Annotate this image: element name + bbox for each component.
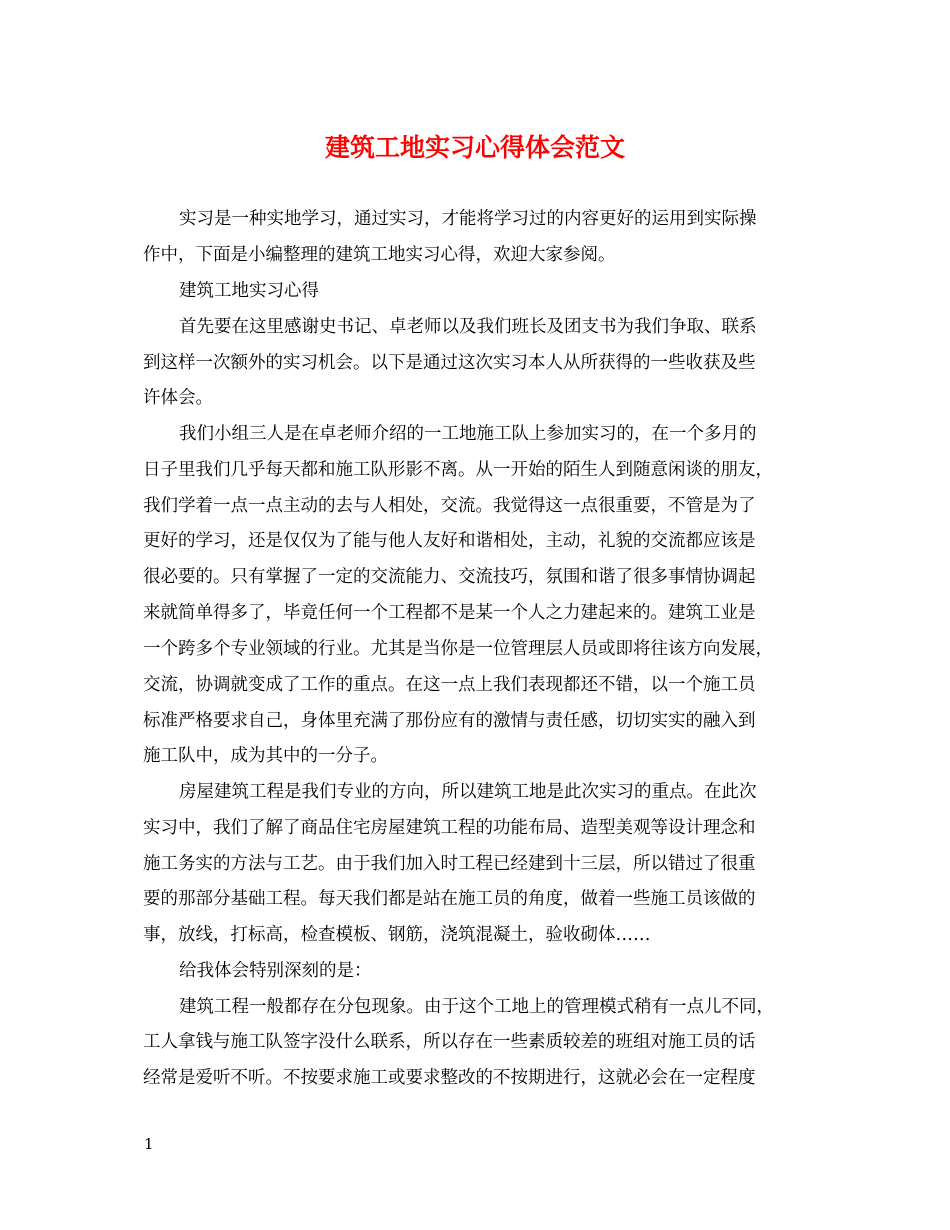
text-line: 日子里我们几乎每天都和施工队形影不离。从一开始的陌生人到随意闲谈的朋友， xyxy=(143,460,773,480)
page-number: 1 xyxy=(144,1135,154,1153)
text-line: 建筑工地实习心得 xyxy=(179,281,319,301)
text-line: 我们小组三人是在卓老师介绍的一工地施工队上参加实习的，在一个多月的 xyxy=(179,424,757,444)
text-line: 实习是一种实地学习，通过实习，才能将学习过的内容更好的运用到实际操 xyxy=(179,209,757,229)
text-line: 施工务实的方法与工艺。由于我们加入时工程已经建到十三层，所以错过了很重 xyxy=(143,854,756,874)
text-line: 事，放线，打标高，检查模板、钢筋，浇筑混凝土，验收砌体…… xyxy=(143,925,651,945)
text-line: 来就简单得多了，毕竟任何一个工程都不是某一个人之力建起来的。建筑工业是 xyxy=(143,603,756,623)
text-line: 工人拿钱与施工队签字没什么联系，所以存在一些素质较差的班组对施工员的话 xyxy=(143,1032,756,1052)
text-line: 要的那部分基础工程。每天我们都是站在施工员的角度，做着一些施工员该做的 xyxy=(143,889,756,909)
text-line: 作中，下面是小编整理的建筑工地实习心得，欢迎大家参阅。 xyxy=(143,245,616,265)
text-line: 给我体会特别深刻的是： xyxy=(179,961,372,981)
text-line: 施工队中，成为其中的一分子。 xyxy=(143,746,388,766)
text-line: 很必要的。只有掌握了一定的交流能力、交流技巧，氛围和谐了很多事情协调起 xyxy=(143,567,756,587)
text-line: 房屋建筑工程是我们专业的方向，所以建筑工地是此次实习的重点。在此次 xyxy=(179,782,757,802)
document-title: 建筑工地实习心得体会范文 xyxy=(324,133,625,162)
text-line: 首先要在这里感谢史书记、卓老师以及我们班长及团支书为我们争取、联系 xyxy=(179,317,757,337)
text-line: 标准严格要求自己，身体里充满了那份应有的激情与责任感，切切实实的融入到 xyxy=(143,711,756,731)
text-line: 经常是爱听不听。不按要求施工或要求整改的不按期进行，这就必会在一定程度 xyxy=(143,1068,756,1088)
text-line: 交流，协调就变成了工作的重点。在这一点上我们表现都还不错，以一个施工员 xyxy=(143,675,756,695)
text-line: 我们学着一点一点主动的去与人相处，交流。我觉得这一点很重要，不管是为了 xyxy=(143,496,756,516)
text-line: 一个跨多个专业领域的行业。尤其是当你是一位管理层人员或即将往该方向发展， xyxy=(143,639,773,659)
text-line: 实习中，我们了解了商品住宅房屋建筑工程的功能布局、造型美观等设计理念和 xyxy=(143,818,756,838)
text-line: 建筑工程一般都存在分包现象。由于这个工地上的管理模式稍有一点儿不同， xyxy=(179,997,774,1017)
text-line: 许体会。 xyxy=(143,388,213,408)
text-line: 更好的学习，还是仅仅为了能与他人友好和谐相处，主动，礼貌的交流都应该是 xyxy=(143,531,756,551)
text-line: 到这样一次额外的实习机会。以下是通过这次实习本人从所获得的一些收获及些 xyxy=(143,353,756,373)
